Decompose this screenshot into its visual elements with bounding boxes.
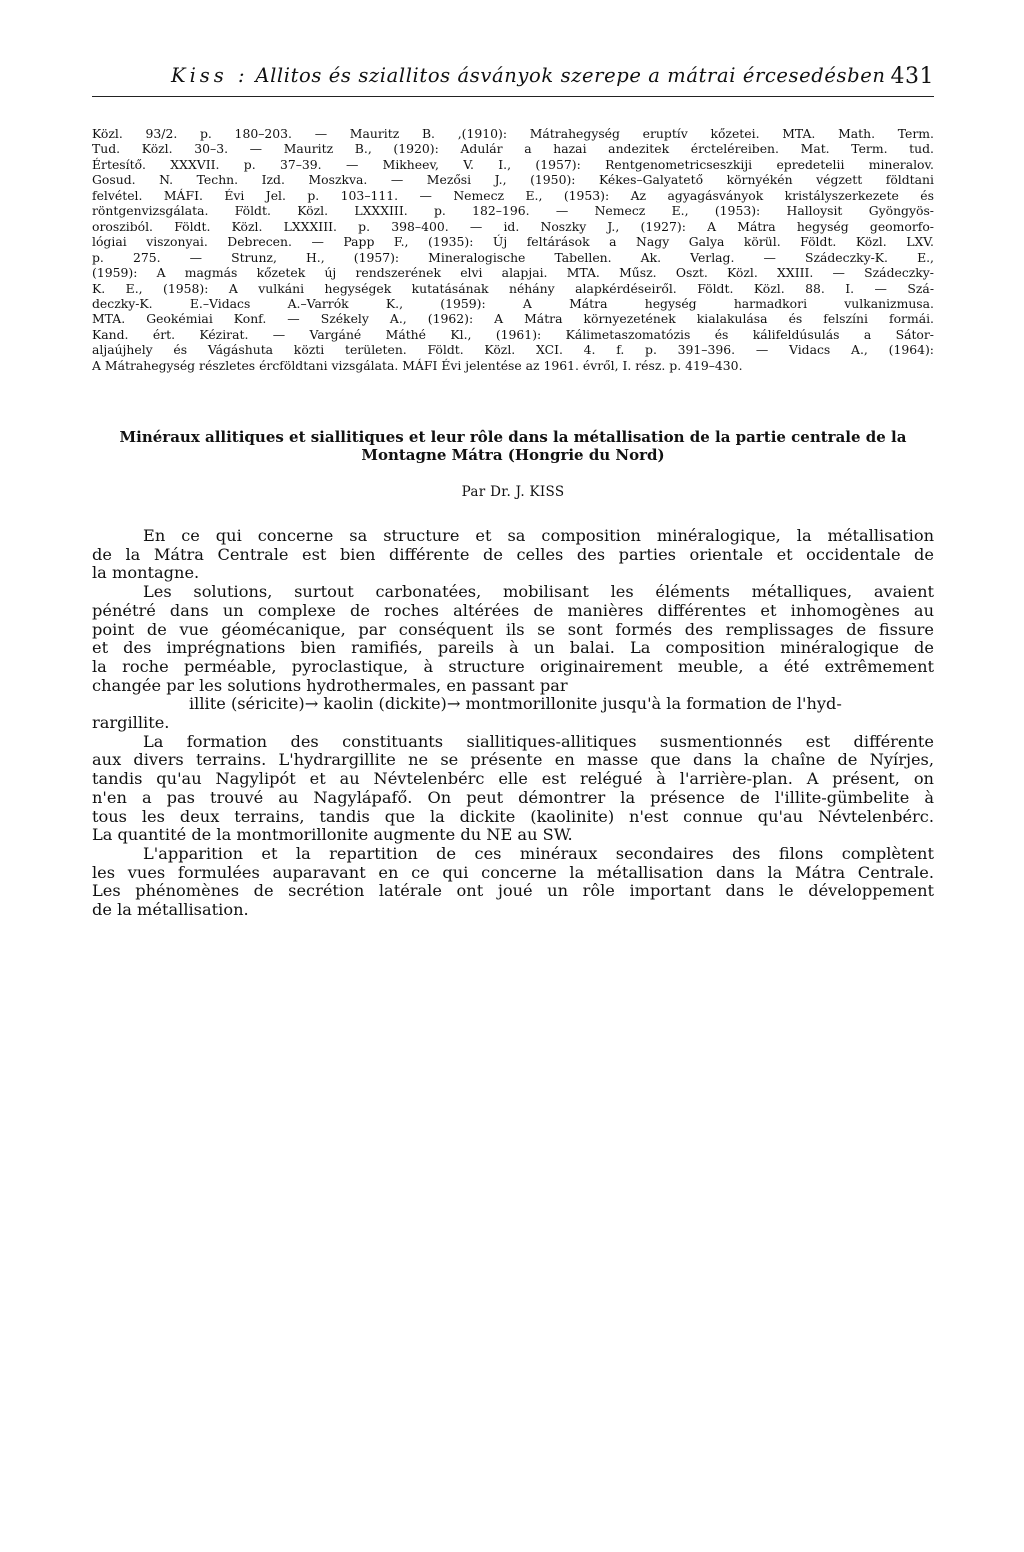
reference-line: orosziból. Földt. Közl. LXXXIII. p. 398–400. — id. Noszky J., (1927): A Mátra hegység geomorfo- xyxy=(92,218,934,234)
body-line: tandis qu'au Nagylipót et au Névtelenbérc elle est relégué à l'arrière-plan. A présent, on xyxy=(92,769,934,789)
summary-title-line: Montagne Mátra (Hongrie du Nord) xyxy=(361,446,665,464)
body-line: aux divers terrains. L'hydrargillite ne se présente en masse que dans la chaîne de Nyírjes, xyxy=(92,750,934,770)
reference-line: A Mátrahegység részletes ércföldtani vizsgálata. MÁFI Évi jelentése az 1961. évről, I. rész. p. 419–430. xyxy=(92,357,743,373)
body-line: la roche perméable, pyroclastique, à structure originairement meuble, a été extrêmement xyxy=(92,656,934,676)
running-head-title: Allitos és sziallitos ásványok szerepe a mátrai ércesedésben xyxy=(255,64,886,87)
body-line: Les solutions, surtout carbonatées, mobilisant les éléments métalliques, avaient xyxy=(143,582,934,602)
reference-line: felvétel. MÁFI. Évi Jel. p. 103–111. — Nemecz E., (1953): Az agyagásványok kristályszerkezete és xyxy=(92,187,934,203)
reference-line: Gosud. N. Techn. Izd. Moszkva. — Mezősi J., (1950): Kékes–Galyatető környékén végzett földtani xyxy=(92,172,934,188)
reference-line: (1959): A magmás kőzetek új rendszerének elvi alapjai. MTA. Műsz. Oszt. Közl. XXIII. — Szádeczky- xyxy=(92,265,934,281)
body-line: point de vue géomécanique, par conséquent ils se sont formés des remplissages de fissure xyxy=(92,619,934,639)
reference-line: Közl. 93/2. p. 180–203. — Mauritz B. ,(1910): Mátrahegység eruptív kőzetei. MTA. Math. Term. xyxy=(92,126,934,141)
summary-title-line: Minéraux allitiques et siallitiques et leur rôle dans la métallisation de la partie centrale de la xyxy=(119,428,907,446)
body-line: de la Mátra Centrale est bien différente de celles des parties orientale et occidentale de xyxy=(92,544,934,564)
reference-line: lógiai viszonyai. Debrecen. — Papp F., (1935): Új feltárások a Nagy Galya körül. Földt. Közl. LXV. xyxy=(92,234,934,250)
body-line: n'en a pas trouvé au Nagylápafő. On peut démontrer la présence de l'illite-gümbelite à xyxy=(92,787,934,807)
running-head-author: Kiss : xyxy=(171,64,249,87)
reference-line: deczky-K. E.–Vidacs A.–Varrók K., (1959): A Mátra hegység harmadkori vulkanizmusa. xyxy=(92,295,934,311)
body-line: de la métallisation. xyxy=(92,900,249,920)
reference-line: Értesítő. XXXVII. p. 37–39. — Mikheev, V. I., (1957): Rentgenometricseszkiji epredetelii mineralov. xyxy=(92,156,934,172)
reference-line: Tud. Közl. 30–3. — Mauritz B., (1920): Adulár a hazai andezitek ércteléreiben. Mat. Term. tud. xyxy=(92,141,934,157)
body-line: et des imprégnations bien ramifiés, pareils à un balai. La composition minéralogique de xyxy=(92,638,934,658)
reference-line: MTA. Geokémiai Konf. — Székely A., (1962): A Mátra környezetének kialakulása és felszíni formái. xyxy=(92,311,934,327)
body-line: changée par les solutions hydrothermales, en passant par xyxy=(92,675,568,695)
reference-line: p. 275. — Strunz, H., (1957): Mineralogische Tabellen. Ak. Verlag. — Szádeczky-K. E., xyxy=(92,249,934,265)
page-number: 431 xyxy=(890,64,934,89)
body-line: les vues formulées auparavant en ce qui concerne la métallisation dans la Mátra Centrale. xyxy=(92,862,934,882)
reference-line: aljaújhely és Vágáshuta közti területen. Földt. Közl. XCI. 4. f. p. 391–396. — Vidacs A., (1964): xyxy=(92,342,934,358)
body-line: illite (séricite)→ kaolin (dickite)→ montmorillonite jusqu'à la formation de l'hyd- xyxy=(189,694,842,714)
body-line: tous les deux terrains, tandis que la dickite (kaolinite) n'est connue qu'au Névtelenbérc. xyxy=(92,806,934,826)
body-line: La quantité de la montmorillonite augmente du NE au SW. xyxy=(92,825,573,845)
body-line: La formation des constituants siallitiques-allitiques susmentionnés est différente xyxy=(143,731,934,751)
summary-body xyxy=(92,527,934,920)
body-line: la montagne. xyxy=(92,563,200,583)
running-title xyxy=(171,64,886,87)
summary-title xyxy=(92,428,934,464)
body-line: rargillite. xyxy=(92,713,170,733)
reference-line: Kand. ért. Kézirat. — Vargáné Máthé Kl., (1961): Kálimetaszomatózis és kálifeldúsulás a Sátor- xyxy=(92,326,934,342)
reference-line: röntgenvizsgálata. Földt. Közl. LXXXIII. p. 182–196. — Nemecz E., (1953): Halloysit Gyöngyös- xyxy=(92,203,934,219)
references-list xyxy=(92,126,934,373)
body-line: pénétré dans un complexe de roches altérées de manières différentes et inhomogènes au xyxy=(92,600,934,620)
author-byline: Par Dr. J. KISS xyxy=(461,484,565,500)
reference-line: K. E., (1958): A vulkáni hegységek kutatásának néhány alapkérdéseiről. Földt. Közl. 88. I. — Szá- xyxy=(92,280,934,296)
body-line: En ce qui concerne sa structure et sa composition minéralogique, la métallisation xyxy=(143,526,934,545)
body-line: Les phénomènes de secrétion latérale ont joué un rôle important dans le développement xyxy=(92,881,934,901)
running-head xyxy=(92,62,934,97)
body-line: L'apparition et la repartition de ces minéraux secondaires des filons complètent xyxy=(143,843,934,863)
